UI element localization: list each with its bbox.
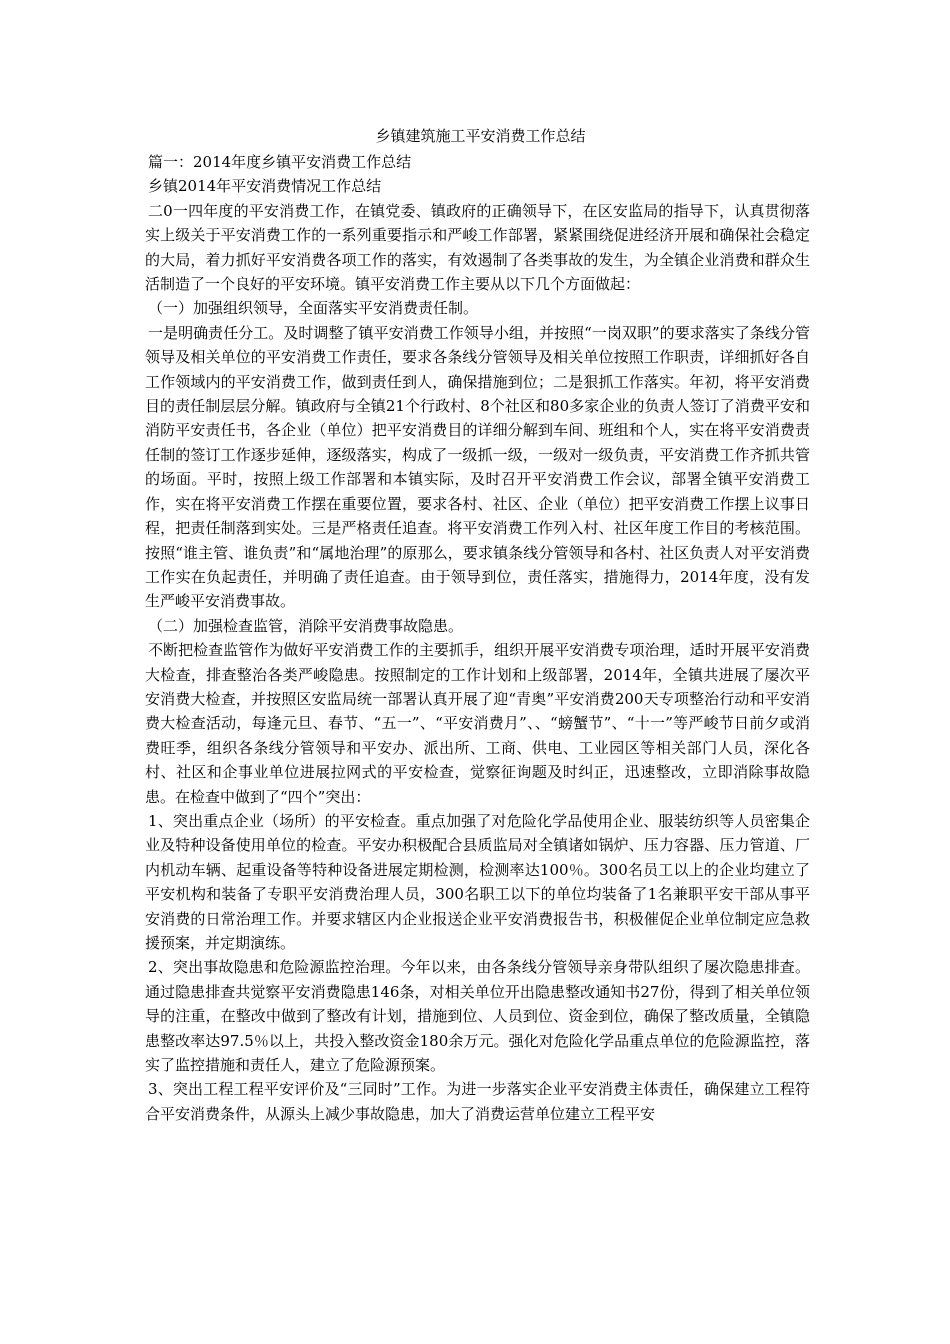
list-item-3: 3、突出工程工程平安评价及“三同时”工作。为进一步落实企业平安消费主体责任，确保建立工程符合平安消费条件，从源头上减少事故隐患，加大了消费运营单位建立工程平安 [145,1080,810,1123]
document-title: 乡镇建筑施工平安消费工作总结 [375,127,586,145]
list-item-1: 1、突出重点企业（场所）的平安检查。重点加强了对危险化学品使用企业、服装纺织等人员密集企业及特种设备使用单位的检查。平安办积极配合县质监局对全镇诸如锅炉、压力容器、压力管道、厂内机动车辆、起重设备等特种设备进展定期检测，检测率达100％。300名员工以上的企业均建立了平安机构和装备了专职平安消费治理人员，300名职工以下的单位均装备了1名兼职平安干部从事平安消费的日常治理工作。并要求辖区内企业报送企业平安消费报告书，积极催促企业单位制定应急救援预案，并定期演练。 [145,811,810,952]
list-item-2: 2、突出事故隐患和危险源监控治理。今年以来，由各条线分管领导亲身带队组织了屡次隐患排查。通过隐患排查共觉察平安消费隐患146条，对相关单位开出隐患整改通知书27份，得到了相关单位领导的注重，在整改中做到了整改有计划，措施到位、人员到位、资金到位，确保了整改质量，全镇隐患整改率达97.5％以上，共投入整改资金180余万元。强化对危险化学品重点单位的危险源监控，落实了监控措施和责任人，建立了危险源预案。 [145,958,810,1075]
section-heading-2: （二）加强检查监管，消除平安消费事故隐患。 [148,616,464,635]
report-subtitle: 乡镇2014年平安消费情况工作总结 [148,177,382,196]
section-heading-1: （一）加强组织领导，全面落实平安消费责任制。 [148,299,479,318]
chapter-heading: 篇一：2014年度乡镇平安消费工作总结 [148,153,412,171]
section-body-1: 一是明确责任分工。及时调整了镇平安消费工作领导小组，并按照“一岗双职”的要求落实了条线分管领导及相关单位的平安消费工作责任，要求各条线分管领导及相关单位按照工作职责，详细抓好各自工作领域内的平安消费工作，做到责任到人，确保措施到位；二是狠抓工作落实。年初，将平安消费目的责任制层层分解。镇政府与全镇21个行政村、8个社区和80多家企业的负责人签订了消费平安和消防平安责任书，各企业（单位）把平安消费目的详细分解到车间、班组和个人，实在将平安消费责任制的签订工作逐步延伸，逐级落实，构成了一级抓一级，一级对一级负责，平安消费工作齐抓共管的场面。平时，按照上级工作部署和本镇实际，及时召开平安消费工作会议，部署全镇平安消费工作，实在将平安消费工作摆在重要位置，要求各村、社区、企业（单位）把平安消费工作摆上议事日程，把责任制落到实处。三是严格责任追查。将平安消费工作列入村、社区年度工作目的考核范围。按照“谁主管、谁负责”和“属地治理”的原那么，要求镇条线分管领导和各村、社区负责人对平安消费工作实在负起责任，并明确了责任追查。由于领导到位，责任落实，措施得力，2014年度，没有发生严峻平安消费事故。 [145,323,810,611]
intro-paragraph: 二0一四年度的平安消费工作，在镇党委、镇政府的正确领导下，在区安监局的指导下，认真贯彻落实上级关于平安消费工作的一系列重要指示和严峻工作部署，紧紧围绕促进经济开展和确保社会稳定的大局，着力抓好平安消费各项工作的落实，有效遏制了各类事故的发生，为全镇企业消费和群众生活制造了一个良好的平安环境。镇平安消费工作主要从以下几个方面做起： [145,201,810,294]
document-page [145,122,810,1126]
section-body-2: 不断把检查监管作为做好平安消费工作的主要抓手，组织开展平安消费专项治理，适时开展平安消费大检查，排查整治各类严峻隐患。按照制定的工作计划和上级部署，2014年，全镇共进展了屡次平安消费大检查，并按照区安监局统一部署认真开展了迎“青奥”平安消费200天专项整治行动和平安消费大检查活动，每逢元旦、春节、“五一”、“平安消费月”、、“螃蟹节”、“十一”等严峻节日前夕或消费旺季，组织各条线分管领导和平安办、派出所、工商、供电、工业园区等相关部门人员，深化各村、社区和企事业单位进展拉网式的平安检查，觉察征询题及时纠正，迅速整改，立即消除事故隐患。在检查中做到了“四个”突出： [145,641,810,806]
